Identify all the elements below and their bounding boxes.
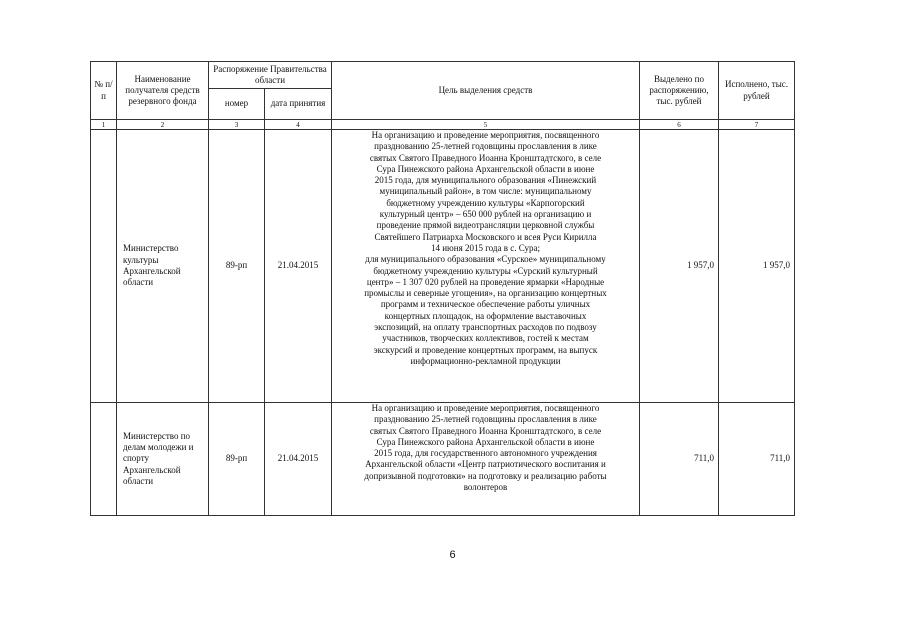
purpose-line: 2015 года, для государственного автономного учреждения xyxy=(374,448,597,459)
purpose-line: святых Святого Праведного Иоанна Кронштадтского, в селе xyxy=(369,425,602,436)
header-order-date: дата принятия xyxy=(265,89,332,120)
purpose-line: На организацию и проведение мероприятия, посвященного xyxy=(371,130,600,140)
purpose-line: бюджетному учреждению культуры «Сурский культурный xyxy=(373,265,598,276)
purpose-line: программ и техническое обеспечение работы уличных xyxy=(380,299,591,310)
purpose-line: экскурсий и проведение концертных программ, на выпуск xyxy=(373,344,598,355)
purpose-line: проведение прямой видеотрансляции церковной службы xyxy=(376,220,595,231)
header-recipient: Наименование получателя средств резервного фонда xyxy=(117,62,209,120)
purpose-line: центр» – 1 307 020 рублей на проведение ярмарки «Народные xyxy=(366,276,605,287)
allocated-cell: 1 957,0 xyxy=(640,130,719,403)
table-row xyxy=(91,130,795,403)
purpose-line: Сура Пинежского района Архангельской области в июне xyxy=(376,436,595,447)
order-number-cell: 89-рп xyxy=(209,403,265,516)
recipient-cell: Министерство по делам молодежи и спорту Архангельской области xyxy=(117,403,209,516)
purpose-line: Архангельской области «Центр патриотического воспитания и xyxy=(365,459,606,470)
executed-cell: 711,0 xyxy=(719,403,795,516)
purpose-line: участников, творческих коллективов, гостей к местам xyxy=(382,333,589,344)
row-num-cell xyxy=(91,130,117,403)
page-number: 6 xyxy=(449,549,456,561)
order-date-cell: 21.04.2015 xyxy=(265,130,332,403)
purpose-line: празднованию 25-летней годовщины прославления в лике xyxy=(374,414,597,425)
purpose-line: допризывной подготовки» на подготовку и реализацию работы xyxy=(364,470,607,481)
header-order-number: номер xyxy=(209,89,265,120)
column-number: 4 xyxy=(265,120,332,130)
column-number: 3 xyxy=(209,120,265,130)
purpose-line: 14 июня 2015 года в с. Сура; xyxy=(430,242,541,253)
header-order-group: Распоряжение Правительства области xyxy=(209,62,332,89)
purpose-line: культурный центр» – 650 000 рублей на организацию и xyxy=(379,209,592,220)
row-num-cell xyxy=(91,403,117,516)
purpose-line: бюджетному учреждению культуры «Карпогорский xyxy=(386,197,585,208)
header-purpose: Цель выделения средств xyxy=(332,62,640,120)
purpose-line: промыслы и северные угощения», на организацию концертных xyxy=(364,288,607,299)
order-date-cell: 21.04.2015 xyxy=(265,403,332,516)
header-executed: Исполнено, тыс. рублей xyxy=(719,62,795,120)
column-number: 1 xyxy=(91,120,117,130)
purpose-line: Святейшего Патриарха Московского и всея Руси Кирилла xyxy=(374,231,597,242)
reserve-fund-table xyxy=(90,61,795,516)
order-number-cell: 89-рп xyxy=(209,130,265,403)
executed-cell: 1 957,0 xyxy=(719,130,795,403)
purpose-line: концертных площадок, на оформление выставочных xyxy=(384,310,587,321)
purpose-cell xyxy=(332,130,640,403)
purpose-line: 2015 года, для муниципального образования «Пинежский xyxy=(374,175,597,186)
header-allocated: Выделено по распоряжению, тыс. рублей xyxy=(640,62,719,120)
column-number: 2 xyxy=(117,120,209,130)
recipient-cell: Министерство культуры Архангельской области xyxy=(117,130,209,403)
column-number: 5 xyxy=(332,120,640,130)
purpose-line: экспозиций, на оплату транспортных расходов по подвозу xyxy=(374,322,597,333)
purpose-line: празднованию 25-летней годовщины прославления в лике xyxy=(374,141,597,152)
purpose-line: Сура Пинежского района Архангельской области в июне xyxy=(376,163,595,174)
purpose-line: муниципальный район», в том числе: муниципальному xyxy=(379,186,592,197)
purpose-line: информационно-рекламной продукции xyxy=(410,355,561,366)
column-number: 6 xyxy=(640,120,719,130)
purpose-line: святых Святого Праведного Иоанна Кронштадтского, в селе xyxy=(369,152,602,163)
purpose-line: На организацию и проведение мероприятия, посвященного xyxy=(371,403,600,413)
allocated-cell: 711,0 xyxy=(640,403,719,516)
purpose-line: волонтеров xyxy=(463,482,508,493)
table-row xyxy=(91,403,795,516)
column-number: 7 xyxy=(719,120,795,130)
purpose-line: для муниципального образования «Сурское» муниципальному xyxy=(365,254,606,265)
header-num: № п/п xyxy=(91,62,117,120)
purpose-cell xyxy=(332,403,640,516)
